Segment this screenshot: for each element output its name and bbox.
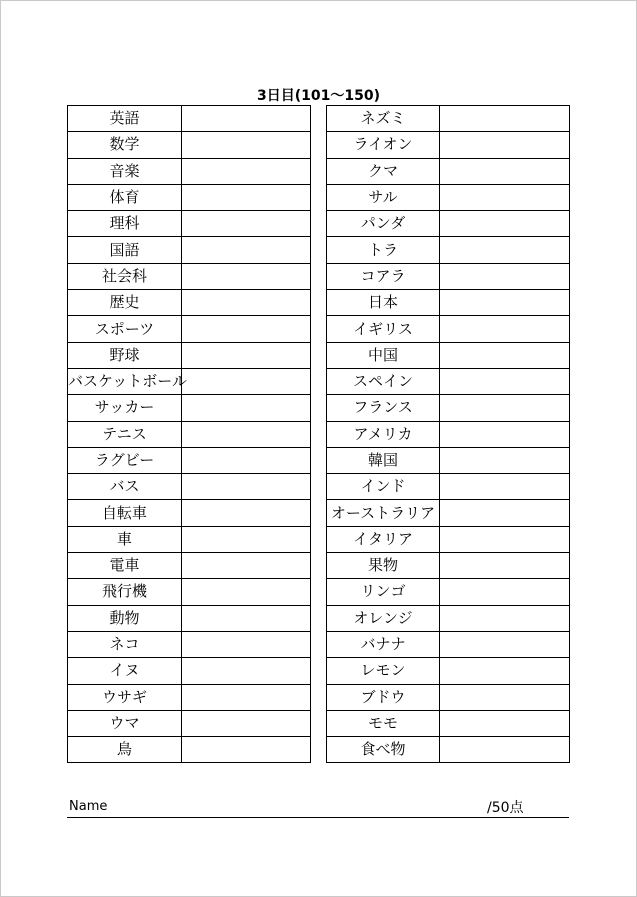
word-cell: ウマ [68,710,182,736]
vocab-row [327,737,570,763]
vocab-row [327,579,570,605]
word-cell: 中国 [327,342,440,368]
answer-cell[interactable] [182,658,311,684]
vocab-row [327,263,570,289]
answer-cell[interactable] [440,421,570,447]
vocab-table-left [67,105,311,763]
answer-cell[interactable] [182,605,311,631]
answer-cell[interactable] [182,447,311,473]
vocab-row [327,316,570,342]
vocab-row [68,553,311,579]
vocab-row [68,290,311,316]
vocab-row [327,395,570,421]
answer-cell[interactable] [182,342,311,368]
word-cell: ブドウ [327,684,440,710]
word-cell: 数学 [68,132,182,158]
answer-cell[interactable] [182,526,311,552]
vocab-row [327,158,570,184]
vocab-row [327,474,570,500]
word-cell: インド [327,474,440,500]
vocab-row [327,290,570,316]
answer-cell[interactable] [182,553,311,579]
answer-cell[interactable] [440,184,570,210]
answer-cell[interactable] [182,158,311,184]
answer-cell[interactable] [182,579,311,605]
answer-cell[interactable] [440,132,570,158]
answer-cell[interactable] [440,658,570,684]
vocab-row [327,684,570,710]
word-cell: リンゴ [327,579,440,605]
answer-cell[interactable] [440,737,570,763]
answer-cell[interactable] [182,500,311,526]
answer-cell[interactable] [440,684,570,710]
name-label: Name [69,799,108,814]
answer-cell[interactable] [182,106,311,132]
word-cell: 英語 [68,106,182,132]
vocab-row [327,184,570,210]
answer-cell[interactable] [182,184,311,210]
answer-cell[interactable] [182,290,311,316]
answer-cell[interactable] [182,237,311,263]
answer-cell[interactable] [440,553,570,579]
answer-cell[interactable] [440,605,570,631]
answer-cell[interactable] [440,447,570,473]
vocab-row [68,263,311,289]
word-cell: 野球 [68,342,182,368]
answer-cell[interactable] [440,290,570,316]
vocab-row [327,526,570,552]
answer-cell[interactable] [182,368,311,394]
vocab-row [327,421,570,447]
word-cell: 韓国 [327,447,440,473]
word-cell: ネコ [68,631,182,657]
word-cell: テニス [68,421,182,447]
answer-cell[interactable] [440,368,570,394]
word-cell: バナナ [327,631,440,657]
vocab-row [327,500,570,526]
word-cell: イギリス [327,316,440,342]
score-label: /50点 [487,800,524,816]
vocab-row [68,605,311,631]
answer-cell[interactable] [182,710,311,736]
vocab-table-right [326,105,570,763]
vocab-row [68,579,311,605]
word-cell: 鳥 [68,737,182,763]
answer-cell[interactable] [440,526,570,552]
vocab-row [68,395,311,421]
word-cell: クマ [327,158,440,184]
word-cell: 食べ物 [327,737,440,763]
answer-cell[interactable] [182,263,311,289]
vocab-row [327,106,570,132]
answer-cell[interactable] [440,474,570,500]
word-cell: コアラ [327,263,440,289]
vocab-row [68,658,311,684]
answer-cell[interactable] [182,474,311,500]
word-cell: 日本 [327,290,440,316]
word-cell: 理科 [68,211,182,237]
name-underline [67,817,569,818]
word-cell: サル [327,184,440,210]
vocab-row [327,553,570,579]
answer-cell[interactable] [440,579,570,605]
vocab-row [327,658,570,684]
vocab-row [68,737,311,763]
answer-cell[interactable] [440,395,570,421]
word-cell: 音楽 [68,158,182,184]
word-cell: バス [68,474,182,500]
answer-cell[interactable] [440,342,570,368]
word-cell: アメリカ [327,421,440,447]
vocab-row [327,605,570,631]
vocab-row [327,132,570,158]
answer-cell[interactable] [182,211,311,237]
answer-cell[interactable] [440,316,570,342]
word-cell: イヌ [68,658,182,684]
word-cell: モモ [327,710,440,736]
word-cell: サッカー [68,395,182,421]
word-cell: スペイン [327,368,440,394]
word-cell: 飛行機 [68,579,182,605]
vocab-row [68,106,311,132]
vocab-row [68,631,311,657]
word-cell: ウサギ [68,684,182,710]
vocab-row [327,237,570,263]
answer-cell[interactable] [182,316,311,342]
word-cell: ラグビー [68,447,182,473]
word-cell: オーストラリア [327,500,440,526]
answer-cell[interactable] [182,684,311,710]
vocab-row [68,368,311,394]
word-cell: フランス [327,395,440,421]
vocab-row [327,631,570,657]
word-cell: 自転車 [68,500,182,526]
answer-cell[interactable] [440,158,570,184]
vocab-row [68,211,311,237]
answer-cell[interactable] [182,631,311,657]
word-cell: パンダ [327,211,440,237]
vocab-row [68,474,311,500]
vocab-row [68,710,311,736]
word-cell: トラ [327,237,440,263]
word-cell: ライオン [327,132,440,158]
word-cell: 果物 [327,553,440,579]
word-cell: オレンジ [327,605,440,631]
answer-cell[interactable] [440,237,570,263]
vocab-row [327,447,570,473]
vocab-row [68,158,311,184]
word-cell: 社会科 [68,263,182,289]
answer-cell[interactable] [440,500,570,526]
answer-cell[interactable] [440,263,570,289]
answer-cell[interactable] [182,737,311,763]
answer-cell[interactable] [182,421,311,447]
answer-cell[interactable] [440,710,570,736]
vocab-row [327,211,570,237]
answer-cell[interactable] [440,631,570,657]
word-cell: レモン [327,658,440,684]
vocab-row [68,447,311,473]
answer-cell[interactable] [182,395,311,421]
word-cell: 国語 [68,237,182,263]
word-cell: イタリア [327,526,440,552]
vocab-row [327,710,570,736]
vocab-row [68,421,311,447]
vocab-row [68,316,311,342]
word-cell: ネズミ [327,106,440,132]
answer-cell[interactable] [440,106,570,132]
word-cell: 動物 [68,605,182,631]
vocab-row [327,342,570,368]
vocab-row [327,368,570,394]
answer-cell[interactable] [182,132,311,158]
vocab-row [68,342,311,368]
vocab-row [68,184,311,210]
word-cell: バスケットボール [68,368,182,394]
vocab-row [68,500,311,526]
word-cell: 電車 [68,553,182,579]
word-cell: 歴史 [68,290,182,316]
vocab-row [68,526,311,552]
word-cell: 体育 [68,184,182,210]
worksheet-title: 3日目(101〜150) [257,88,380,104]
word-cell: 車 [68,526,182,552]
word-cell: スポーツ [68,316,182,342]
answer-cell[interactable] [440,211,570,237]
vocab-row [68,684,311,710]
vocab-row [68,237,311,263]
vocab-row [68,132,311,158]
